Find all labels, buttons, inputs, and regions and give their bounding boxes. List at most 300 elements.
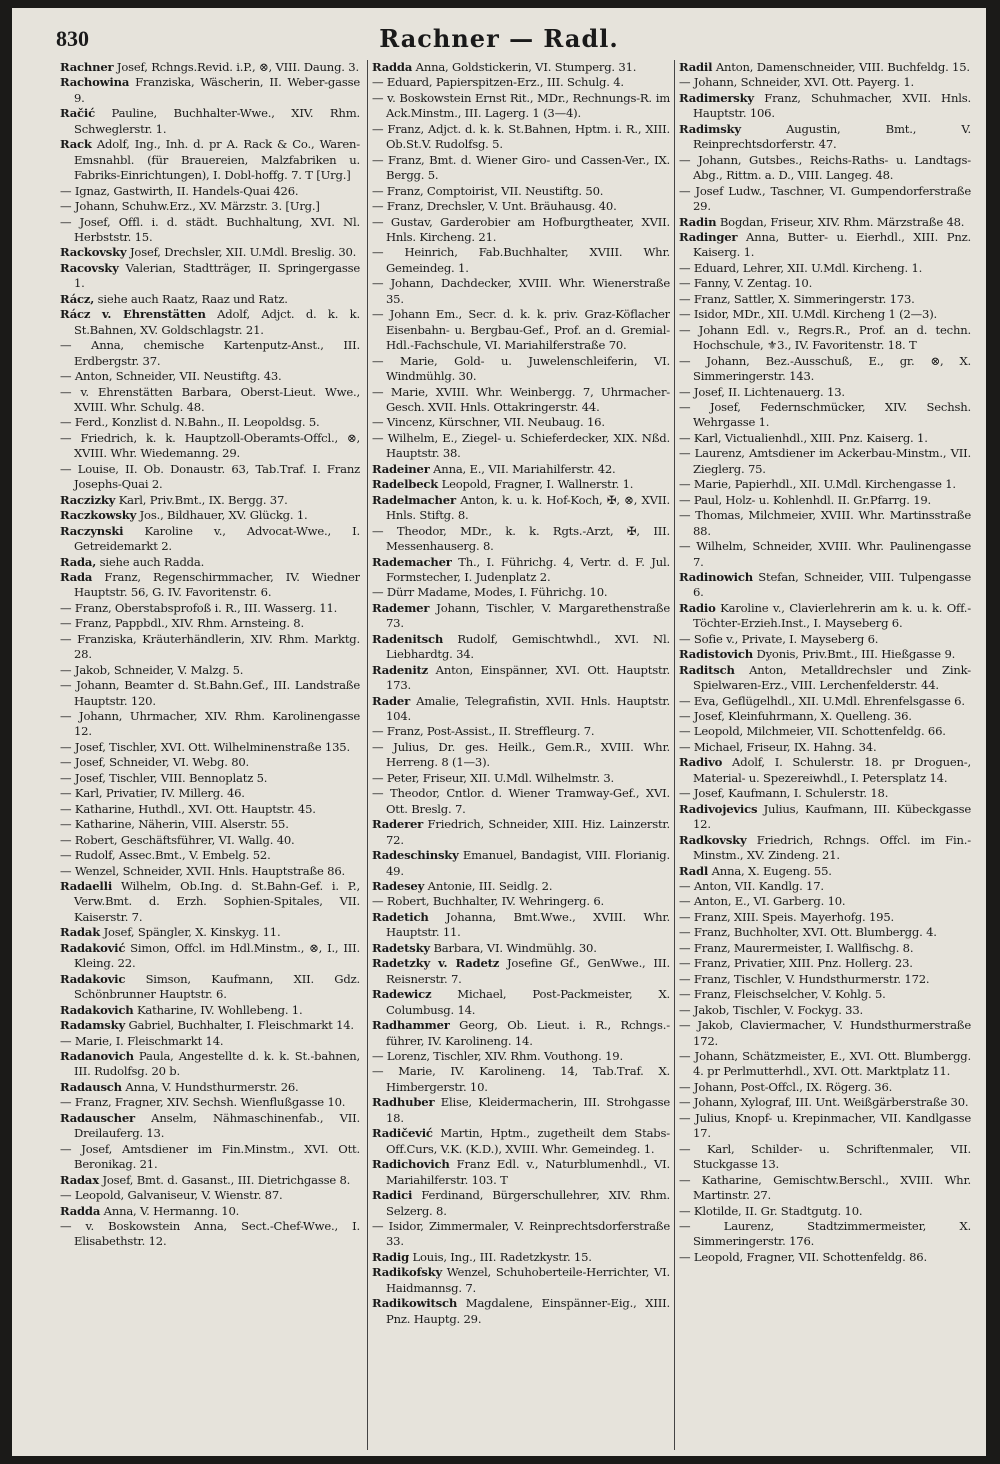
directory-entry xyxy=(372,524,670,555)
entry-details: — Franz, Post-Assist., II. Streffleurg. 7. xyxy=(372,724,595,739)
directory-entry xyxy=(679,493,971,508)
entry-surname: Raditsch xyxy=(679,662,735,677)
directory-entry xyxy=(679,539,971,570)
directory-entry xyxy=(372,555,670,586)
entry-details: Amalie, Telegrafistin, XVII. Hnls. Hauptstr. 104. xyxy=(386,693,670,724)
entry-details: — Karl, Schilder- u. Schriftenmaler, VII. Stuckgasse 13. xyxy=(679,1141,971,1172)
directory-entry xyxy=(372,848,670,879)
entry-details: — Katharine, Huthdl., XVI. Ott. Hauptstr. 45. xyxy=(60,801,316,816)
page-number: 830 xyxy=(56,26,89,51)
entry-details: — Laurenz, Stadtzimmermeister, X. Simmeringerstr. 176. xyxy=(679,1218,971,1249)
entry-details: Ferdinand, Bürgerschullehrer, XIV. Rhm. Selzerg. 8. xyxy=(386,1188,670,1218)
directory-entry xyxy=(60,338,360,369)
directory-entry xyxy=(679,307,971,322)
columns xyxy=(60,60,970,1450)
column-1 xyxy=(60,60,360,1450)
directory-entry xyxy=(60,1142,360,1173)
directory-entry xyxy=(372,91,670,122)
directory-entry xyxy=(679,894,971,909)
entry-surname: Radikofsky xyxy=(372,1265,442,1280)
entry-surname: Radhammer xyxy=(372,1018,450,1033)
directory-entry xyxy=(372,632,670,663)
entry-surname: Radetsky xyxy=(372,940,430,955)
directory-entry xyxy=(60,307,360,338)
directory-entry xyxy=(60,1003,360,1018)
entry-details: Anna, X. Eugeng. 55. xyxy=(711,863,832,878)
directory-entry xyxy=(679,75,971,90)
entry-details: — Franz, Sattler, X. Simmeringerstr. 173. xyxy=(679,291,915,306)
entry-details: Paula, Angestellte d. k. k. St.-bahnen, III. Rudolfsg. 20 b. xyxy=(74,1049,360,1079)
directory-entry xyxy=(372,817,670,848)
entry-surname: Radičević xyxy=(372,1126,433,1141)
directory-entry xyxy=(679,724,971,739)
entry-details: — Anton, Schneider, VII. Neustiftg. 43. xyxy=(60,369,282,384)
entry-details: Josef, Rchngs.Revid. i.P., ⊗, VIII. Daung. 3. xyxy=(116,60,359,74)
entry-details: Dyonis, Priv.Bmt., III. Hießgasse 9. xyxy=(756,647,956,662)
entry-details: — Ferd., Konzlist d. N.Bahn., II. Leopoldsg. 5. xyxy=(60,415,320,430)
entry-details: — Johann, Gutsbes., Reichs-Raths- u. Landtags-Abg., Rittm. a. D., VIII. Langeg. 48. xyxy=(679,152,971,183)
entry-details: — Josef, Tischler, VIII. Bennoplatz 5. xyxy=(60,770,268,785)
directory-entry xyxy=(372,1018,670,1049)
entry-details: — Franziska, Kräuterhändlerin, XIV. Rhm. Marktg. 28. xyxy=(60,631,360,662)
entry-surname: Radausch xyxy=(60,1079,122,1094)
directory-entry xyxy=(679,709,971,724)
entry-details: — Louise, II. Ob. Donaustr. 63, Tab.Traf. I. Franz Josephs-Quai 2. xyxy=(60,461,360,492)
entry-details: Antonie, III. Seidlg. 2. xyxy=(427,879,553,894)
entry-details: — Johann, Schätzmeister, E., XVI. Ott. Blumbergg. 4. pr Perlmutterhdl., XVI. Ott. Marktplatz 11. xyxy=(679,1049,971,1079)
entry-surname: Radewicz xyxy=(372,987,432,1002)
entry-details: — Franz, Maurermeister, I. Wallfischg. 8. xyxy=(679,940,914,955)
directory-entry xyxy=(679,1111,971,1142)
directory-entry xyxy=(60,215,360,246)
directory-entry xyxy=(372,585,670,600)
entry-details: — Paul, Holz- u. Kohlenhdl. II. Gr.Pfarrg. 19. xyxy=(679,492,932,507)
directory-entry xyxy=(679,400,971,431)
directory-entry xyxy=(372,1188,670,1219)
entry-surname: Rácz, xyxy=(60,291,95,306)
column-2 xyxy=(367,60,670,1450)
directory-entry xyxy=(679,956,971,971)
entry-details: — Johann Em., Secr. d. k. k. priv. Graz-Köflacher Eisenbahn- u. Bergbau-Gef., Prof. an d. Gremial-Hdl.-Fachschule, VI. Mariahilferstraße 70. xyxy=(372,307,670,353)
entry-details: — Franz, XIII. Speis. Mayerhofg. 195. xyxy=(679,909,895,924)
entry-surname: Rácz v. Ehrenstätten xyxy=(60,307,206,322)
entry-details: — Jakob, Tischler, V. Fockyg. 33. xyxy=(679,1002,863,1017)
directory-entry xyxy=(372,477,670,492)
directory-entry xyxy=(372,122,670,153)
directory-entry xyxy=(679,987,971,1002)
entry-details: Anton, Metalldrechsler und Zink-Spielwaren-Erz., VIII. Lerchenfelderstr. 44. xyxy=(693,662,971,693)
directory-entry xyxy=(679,879,971,894)
entry-details: Franziska, Wäscherin, II. Weber-gasse 9. xyxy=(74,75,360,105)
entry-surname: Račić xyxy=(60,106,95,121)
entry-details: Josef, Spängler, X. Kinskyg. 11. xyxy=(103,925,281,940)
entry-details: — Franz, Adjct. d. k. k. St.Bahnen, Hptm. i. R., XIII. Ob.St.V. Rudolfsg. 5. xyxy=(372,121,670,152)
directory-entry xyxy=(679,292,971,307)
directory-entry xyxy=(372,462,670,477)
entry-details: — Franz, Buchholter, XVI. Ott. Blumbergg. 4. xyxy=(679,925,937,940)
directory-entry xyxy=(60,1095,360,1110)
entry-surname: Radaković xyxy=(60,940,126,955)
entry-details: Josef, Bmt. d. Gasanst., III. Dietrichgasse 8. xyxy=(102,1172,351,1187)
entry-details: — Rudolf, Assec.Bmt., V. Embelg. 52. xyxy=(60,848,271,863)
directory-entry xyxy=(60,1219,360,1250)
entry-details: — Johann, Bez.-Ausschuß, E., gr. ⊗, X. Simmeringerstr. 143. xyxy=(679,353,971,384)
entry-surname: Radetzky v. Radetz xyxy=(372,956,500,971)
directory-entry xyxy=(679,1080,971,1095)
entry-details: Rudolf, Gemischtwhdl., XVI. Nl. Liebhardtg. 34. xyxy=(386,631,670,662)
entry-details: — Thomas, Milchmeier, XVIII. Whr. Martinsstraße 88. xyxy=(679,508,971,538)
directory-entry xyxy=(372,1126,670,1157)
entry-details: — Marie, IV. Karolineng. 14, Tab.Traf. X. Himbergerstr. 10. xyxy=(372,1064,670,1094)
entry-details: Friedrich, Rchngs. Offcl. im Fin.-Minstm., XV. Zindeng. 21. xyxy=(693,832,971,863)
entry-surname: Radistovich xyxy=(679,647,753,662)
entry-details: — Friedrich, k. k. Hauptzoll-Oberamts-Offcl., ⊗, XVIII. Whr. Wiedemanng. 29. xyxy=(60,430,360,461)
directory-entry xyxy=(372,215,670,246)
directory-entry xyxy=(679,446,971,477)
entry-surname: Radenitsch xyxy=(372,631,444,646)
directory-entry xyxy=(372,415,670,430)
entry-details: Franz Edl. v., Naturblumenhdl., VI. Mariahilferstr. 103. T xyxy=(386,1157,670,1187)
directory-entry xyxy=(60,1034,360,1049)
directory-entry xyxy=(60,786,360,801)
entry-details: — Julius, Dr. ges. Heilk., Gem.R., XVIII. Whr. Herreng. 8 (1—3). xyxy=(372,739,670,770)
entry-details: — Josef, Tischler, XVI. Ott. Wilhelminenstraße 135. xyxy=(60,739,350,754)
entry-details: — Leopold, Galvaniseur, V. Wienstr. 87. xyxy=(60,1188,283,1203)
entry-details: Michael, Post-Packmeister, X. Columbusg. 14. xyxy=(386,987,670,1017)
entry-details: Wilhelm, Ob.Ing. d. St.Bahn-Gef. i. P., Verw.Bmt. d. Erzh. Sophien-Spitales, VII. Kaiserstr. 7. xyxy=(74,879,360,924)
directory-entry xyxy=(372,385,670,416)
directory-entry xyxy=(679,941,971,956)
entry-surname: Radin xyxy=(679,214,717,229)
entry-details: Stefan, Schneider, VIII. Tulpengasse 6. xyxy=(693,569,971,600)
directory-entry xyxy=(60,60,360,75)
directory-entry xyxy=(372,1296,670,1327)
directory-entry xyxy=(372,894,670,909)
entry-surname: Raczynski xyxy=(60,523,124,538)
entry-surname: Radeschinsky xyxy=(372,848,459,863)
entry-details: — Marie, XVIII. Whr. Weinbergg. 7, Uhrmacher-Gesch. XVII. Hnls. Ottakringerstr. 44. xyxy=(372,384,670,414)
directory-entry xyxy=(372,956,670,987)
entry-surname: Rachowina xyxy=(60,75,130,90)
directory-entry xyxy=(679,601,971,632)
entry-surname: Rackovsky xyxy=(60,245,127,260)
entry-surname: Radda xyxy=(60,1203,101,1218)
directory-entry xyxy=(60,555,360,570)
entry-details: — Eduard, Lehrer, XII. U.Mdl. Kircheng. 1. xyxy=(679,260,923,275)
entry-details: Elise, Kleidermacherin, III. Strohgasse 18. xyxy=(386,1095,670,1125)
entry-details: — Johann, Uhrmacher, XIV. Rhm. Karolinengasse 12. xyxy=(60,709,360,739)
entry-surname: Racovsky xyxy=(60,260,119,275)
entry-details: — Katharine, Näherin, VIII. Alserstr. 55. xyxy=(60,817,289,832)
entry-details: — Theodor, Cntlor. d. Wiener Tramway-Gef., XVI. Ott. Breslg. 7. xyxy=(372,786,670,816)
entry-details: Anna, Butter- u. Eierhdl., XIII. Pnz. Kaiserg. 1. xyxy=(693,229,971,260)
entry-details: Anna, V. Hundsthurmerstr. 26. xyxy=(125,1079,299,1094)
entry-details: Pauline, Buchhalter-Wwe., XIV. Rhm. Schweglerstr. 1. xyxy=(74,106,360,136)
directory-entry xyxy=(60,1204,360,1219)
entry-details: Emanuel, Bandagist, VIII. Florianig. 49. xyxy=(386,848,670,878)
entry-surname: Radl xyxy=(679,863,709,878)
directory-entry xyxy=(372,1049,670,1064)
directory-entry xyxy=(372,276,670,307)
entry-details: Anton, Damenschneider, VIII. Buchfeldg. 15. xyxy=(715,60,970,74)
entry-details: Josef, Drechsler, XII. U.Mdl. Breslig. 30. xyxy=(129,245,357,260)
entry-surname: Radaelli xyxy=(60,879,113,894)
entry-details: — Johann, Post-Offcl., IX. Rögerg. 36. xyxy=(679,1079,893,1094)
page-header xyxy=(12,22,986,58)
entry-details: Johanna, Bmt.Wwe., XVIII. Whr. Hauptstr. 11. xyxy=(386,909,670,940)
directory-entry xyxy=(679,1142,971,1173)
entry-details: — Karl, Privatier, IV. Millerg. 46. xyxy=(60,786,245,801)
entry-surname: Radda xyxy=(372,60,413,74)
directory-entry xyxy=(372,724,670,739)
entry-surname: Radelmacher xyxy=(372,492,456,507)
directory-entry xyxy=(372,694,670,725)
directory-entry xyxy=(372,60,670,75)
entry-details: Bogdan, Friseur, XIV. Rhm. Märzstraße 48. xyxy=(719,214,965,229)
entry-surname: Radak xyxy=(60,925,101,940)
entry-details: Barbara, VI. Windmühlg. 30. xyxy=(433,940,597,955)
entry-details: — Wilhelm, E., Ziegel- u. Schieferdecker, XIX. Nßd. Hauptstr. 38. xyxy=(372,430,670,461)
directory-entry xyxy=(60,137,360,183)
entry-details: Franz, Schuhmacher, XVII. Hnls. Hauptstr. 106. xyxy=(693,90,971,121)
directory-entry xyxy=(679,1018,971,1049)
entry-surname: Radimersky xyxy=(679,90,754,105)
directory-entry xyxy=(372,1095,670,1126)
entry-details: — Johann, Beamter d. St.Bahn.Gef., III. Landstraße Hauptstr. 120. xyxy=(60,678,360,708)
directory-entry xyxy=(60,864,360,879)
directory-entry xyxy=(372,354,670,385)
directory-entry xyxy=(60,1049,360,1080)
column-3 xyxy=(674,60,971,1450)
entry-details: — Julius, Knopf- u. Krepinmacher, VII. Kandlgasse 17. xyxy=(679,1110,971,1141)
entry-surname: Radici xyxy=(372,1188,413,1203)
directory-entry xyxy=(679,184,971,215)
entry-surname: Rada xyxy=(60,569,93,584)
entry-details: Anselm, Nähmaschinenfab., VII. Dreilauferg. 13. xyxy=(74,1110,360,1141)
entry-surname: Radax xyxy=(60,1172,99,1187)
directory-entry xyxy=(60,740,360,755)
directory-entry xyxy=(679,276,971,291)
entry-details: — Josef, Federnschmücker, XIV. Sechsh. Wehrgasse 1. xyxy=(679,399,971,430)
directory-entry xyxy=(60,755,360,770)
entry-surname: Raderer xyxy=(372,817,424,832)
directory-entry xyxy=(372,771,670,786)
directory-entry xyxy=(60,941,360,972)
entry-details: — Marie, I. Fleischmarkt 14. xyxy=(60,1033,224,1048)
entry-details: — Franz, Oberstabsprofoß i. R., III. Wasserg. 11. xyxy=(60,600,338,615)
entry-details: Jos., Bildhauer, XV. Glückg. 1. xyxy=(139,508,308,523)
entry-details: — Jakob, Claviermacher, V. Hundsthurmerstraße 172. xyxy=(679,1018,971,1048)
entry-details: Augustin, Bmt., V. Reinprechtsdorferstr. 47. xyxy=(693,121,971,152)
directory-entry xyxy=(60,292,360,307)
entry-surname: Radkovsky xyxy=(679,832,747,847)
entry-details: — Fanny, V. Zentag. 10. xyxy=(679,276,813,291)
directory-entry xyxy=(60,199,360,214)
directory-entry xyxy=(679,1049,971,1080)
entry-surname: Radichovich xyxy=(372,1157,450,1172)
entry-details: — Franz, Fleischselcher, V. Kohlg. 5. xyxy=(679,987,886,1002)
entry-surname: Radesey xyxy=(372,879,425,894)
directory-entry xyxy=(679,910,971,925)
entry-surname: Radauscher xyxy=(60,1110,135,1125)
directory-entry xyxy=(679,694,971,709)
entry-details: — Leopold, Milchmeier, VII. Schottenfeldg. 66. xyxy=(679,724,946,739)
entry-details: — Karl, Victualienhdl., XIII. Pnz. Kaiserg. 1. xyxy=(679,430,928,445)
directory-entry xyxy=(372,493,670,524)
directory-entry xyxy=(60,802,360,817)
entry-surname: Radinger xyxy=(679,229,738,244)
entry-details: — Gustav, Garderobier am Hofburgtheater, XVII. Hnls. Kircheng. 21. xyxy=(372,214,670,244)
entry-details: — Theodor, MDr., k. k. Rgts.-Arzt, ✠, III. Messenhauserg. 8. xyxy=(372,523,670,554)
directory-entry xyxy=(679,802,971,833)
directory-entry xyxy=(679,215,971,230)
directory-entry xyxy=(60,632,360,663)
entry-surname: Radivojevics xyxy=(679,801,758,816)
directory-entry xyxy=(60,848,360,863)
entry-details: — Michael, Friseur, IX. Hahng. 34. xyxy=(679,739,877,754)
directory-entry xyxy=(372,941,670,956)
directory-entry xyxy=(679,60,971,75)
entry-surname: Radakovich xyxy=(60,1002,134,1017)
directory-entry xyxy=(372,879,670,894)
directory-entry xyxy=(60,415,360,430)
entry-surname: Rada, xyxy=(60,554,97,569)
entry-details: — Josef, Kleinfuhrmann, X. Quelleng. 36. xyxy=(679,709,912,724)
directory-entry xyxy=(60,1173,360,1188)
directory-entry xyxy=(60,261,360,292)
entry-details: — Johann, Xylograf, III. Unt. Weißgärberstraße 30. xyxy=(679,1095,969,1110)
entry-details: — Klotilde, II. Gr. Stadtgutg. 10. xyxy=(679,1203,863,1218)
directory-entry xyxy=(679,755,971,786)
entry-surname: Radeiner xyxy=(372,461,430,476)
entry-details: — Isidor, Zimmermaler, V. Reinprechtsdorferstraße 33. xyxy=(372,1218,670,1249)
directory-entry xyxy=(679,354,971,385)
directory-entry xyxy=(679,1095,971,1110)
entry-surname: Radakovic xyxy=(60,971,126,986)
entry-details: Julius, Kaufmann, III. Kübeckgasse 12. xyxy=(693,801,971,832)
entry-surname: Radanovich xyxy=(60,1049,134,1063)
entry-surname: Rachner xyxy=(60,60,114,74)
directory-entry xyxy=(60,493,360,508)
directory-entry xyxy=(372,307,670,353)
entry-details: siehe auch Radda. xyxy=(99,554,205,569)
entry-details: — Eduard, Papierspitzen-Erz., III. Schulg. 4. xyxy=(372,75,624,90)
entry-surname: Radamsky xyxy=(60,1018,125,1033)
entry-details: Th., I. Führichg. 4, Vertr. d. F. Jul. Formstecher, I. Judenplatz 2. xyxy=(386,554,670,584)
directory-entry xyxy=(60,709,360,740)
entry-details: — Wilhelm, Schneider, XVIII. Whr. Paulinengasse 7. xyxy=(679,539,971,569)
entry-details: — Dürr Madame, Modes, I. Führichg. 10. xyxy=(372,585,608,600)
entry-details: — Anton, E., VI. Garberg. 10. xyxy=(679,894,846,909)
entry-details: Franz, Regenschirmmacher, IV. Wiedner Hauptstr. 56, G. IV. Favoritenstr. 6. xyxy=(74,569,360,600)
entry-details: — Wenzel, Schneider, XVII. Hnls. Hauptstraße 86. xyxy=(60,863,346,878)
directory-entry xyxy=(679,122,971,153)
entry-details: — Sofie v., Private, I. Mayseberg 6. xyxy=(679,631,879,646)
directory-entry xyxy=(372,786,670,817)
directory-entry xyxy=(372,75,670,90)
entry-details: Gabriel, Buchhalter, I. Fleischmarkt 14. xyxy=(128,1018,354,1033)
directory-entry xyxy=(60,925,360,940)
entry-details: — Franz, Fragner, XIV. Sechsh. Wienflußgasse 10. xyxy=(60,1095,346,1110)
entry-details: — Josef, II. Lichtenauerg. 13. xyxy=(679,384,845,399)
entry-surname: Radelbeck xyxy=(372,477,439,492)
entry-surname: Radil xyxy=(679,60,713,74)
directory-entry xyxy=(372,910,670,941)
directory-entry xyxy=(679,1173,971,1204)
directory-entry xyxy=(679,663,971,694)
entry-surname: Radenitz xyxy=(372,662,429,677)
entry-details: — Josef, Offl. i. d. städt. Buchhaltung, XVI. Nl. Herbststr. 15. xyxy=(60,214,360,244)
directory-entry xyxy=(679,786,971,801)
entry-details: — Franz, Tischler, V. Hundsthurmerstr. 172. xyxy=(679,971,930,986)
directory-entry xyxy=(679,632,971,647)
directory-entry xyxy=(60,245,360,260)
directory-entry xyxy=(60,601,360,616)
entry-details: — Franz, Privatier, XIII. Pnz. Hollerg. 23. xyxy=(679,956,913,971)
directory-entry xyxy=(679,925,971,940)
directory-entry xyxy=(60,385,360,416)
directory-entry xyxy=(679,153,971,184)
entry-details: — Josef, Kaufmann, I. Schulerstr. 18. xyxy=(679,786,889,801)
entry-details: — Leopold, Fragner, VII. Schottenfeldg. 86. xyxy=(679,1249,927,1264)
entry-details: Karoline v., Advocat-Wwe., I. Getreidemarkt 2. xyxy=(74,523,360,554)
directory-entry xyxy=(60,369,360,384)
directory-entry xyxy=(60,833,360,848)
entry-details: — Peter, Friseur, XII. U.Mdl. Wilhelmstr. 3. xyxy=(372,770,615,785)
entry-surname: Radimsky xyxy=(679,121,741,136)
entry-details: Karoline v., Clavierlehrerin am k. u. k. Off.-Töchter-Erzieh.Inst., I. Mayseberg 6. xyxy=(693,600,971,631)
entry-details: Valerian, Stadtträger, II. Springergasse 1. xyxy=(74,260,360,291)
directory-entry xyxy=(60,524,360,555)
entry-surname: Rademacher xyxy=(372,554,452,569)
directory-entry xyxy=(679,323,971,354)
directory-entry xyxy=(60,972,360,1003)
entry-details: — Marie, Papierhdl., XII. U.Mdl. Kirchengasse 1. xyxy=(679,477,956,492)
entry-details: — Franz, Drechsler, V. Unt. Bräuhausg. 40. xyxy=(372,199,617,214)
directory-entry xyxy=(60,678,360,709)
entry-surname: Rader xyxy=(372,693,411,708)
directory-entry xyxy=(372,1250,670,1265)
entry-details: — Ignaz, Gastwirth, II. Handels-Quai 426. xyxy=(60,183,299,198)
directory-entry xyxy=(60,431,360,462)
directory-entry xyxy=(60,817,360,832)
entry-details: — Eva, Geflügelhdl., XII. U.Mdl. Ehrenfelsgasse 6. xyxy=(679,693,965,708)
directory-entry xyxy=(679,1204,971,1219)
entry-surname: Rack xyxy=(60,137,92,152)
entry-details: — Isidor, MDr., XII. U.Mdl. Kircheng 1 (2—3). xyxy=(679,307,938,322)
directory-entry xyxy=(679,570,971,601)
entry-details: Anna, Goldstickerin, VI. Stumperg. 31. xyxy=(415,60,637,74)
entry-details: Johann, Tischler, V. Margarethenstraße 73. xyxy=(386,600,670,631)
entry-surname: Raczizky xyxy=(60,492,116,507)
directory-entry xyxy=(679,508,971,539)
entry-details: — Franz, Bmt. d. Wiener Giro- und Cassen-Ver., IX. Bergg. 5. xyxy=(372,152,670,183)
entry-details: Leopold, Fragner, I. Wallnerstr. 1. xyxy=(441,477,634,492)
directory-entry xyxy=(372,1064,670,1095)
directory-entry xyxy=(679,864,971,879)
directory-entry xyxy=(372,153,670,184)
entry-details: — Lorenz, Tischler, XIV. Rhm. Vouthong. 19. xyxy=(372,1049,623,1063)
entry-surname: Raczkowsky xyxy=(60,508,137,523)
directory-entry xyxy=(60,508,360,523)
entry-details: — Anna, chemische Kartenputz-Anst., III. Erdbergstr. 37. xyxy=(60,338,360,368)
entry-details: — Franz, Comptoirist, VII. Neustiftg. 50. xyxy=(372,183,604,198)
entry-details: Simon, Offcl. im Hdl.Minstm., ⊗, I., III. Kleing. 22. xyxy=(74,940,360,971)
entry-details: — Johann Edl. v., Regrs.R., Prof. an d. techn. Hochschule, ⚜3., IV. Favoritenstr. 18. T xyxy=(679,322,971,353)
directory-page xyxy=(12,8,986,1456)
directory-entry xyxy=(60,616,360,631)
directory-entry xyxy=(679,1003,971,1018)
